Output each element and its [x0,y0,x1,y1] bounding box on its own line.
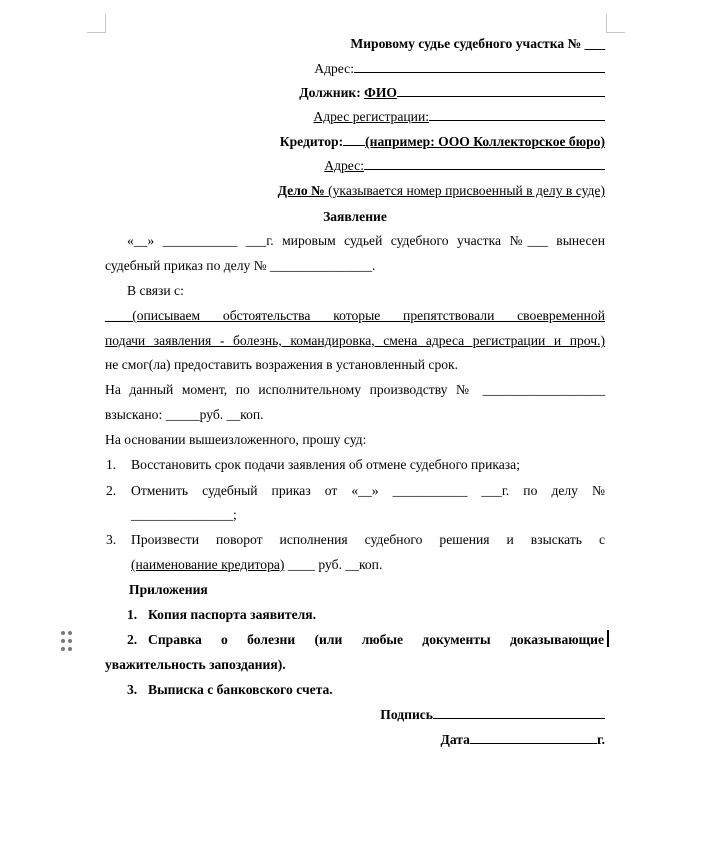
reg-address-field [429,108,605,121]
body-p2: В связи с: [127,283,184,298]
date-line [441,731,606,748]
signature-line [380,706,605,723]
attachment-2-line2: уважительность запоздания). [105,657,286,672]
attachment-2-number: 2. [127,632,138,647]
creditor-name-placeholder: (наименование кредитора) [131,557,285,572]
request-1-text: Восстановить срок подачи заявления об отмене судебного приказа; [131,457,520,472]
reg-address-label: Адрес регистрации: [313,109,429,124]
body-p3-line2: подачи заявления - болезнь, командировка, смена адреса регистрации и проч.) [105,333,605,348]
body-p1-line2: судебный приказ по делу № _______________. [105,258,376,273]
request-3-line1: Произвести поворот исполнения судебного решения и взыскать с [131,532,605,547]
request-3-number: 3. [106,532,117,547]
signature-label: Подпись [380,707,433,722]
creditor-address-line [324,157,605,174]
margin-corner-top-right [606,14,625,33]
request-2-line2: _______________; [131,507,237,522]
case-line [278,182,605,199]
attachment-1-text: Копия паспорта заявителя. [148,607,316,622]
document-title: Заявление [323,209,387,224]
body-p3-line3: не смог(ла) предоставить возражения в установленный срок. [105,357,459,372]
debtor-value: ФИО [364,85,397,100]
request-3-line2 [131,556,382,573]
case-label: Дело № [277,183,325,198]
debtor-line [299,84,605,101]
court-address-line [314,60,605,77]
creditor-value: (например: ООО Коллекторское бюро) [365,134,605,149]
request-2-number: 2. [106,483,117,498]
creditor-blank [343,133,365,146]
date-label: Дата [440,732,470,747]
signature-field [433,706,605,719]
body-p1-line1: «__» ___________ ___г. мировым судьей судебного участка №___ вынесен [127,233,605,248]
court-address-label: Адрес: [314,61,354,76]
debtor-field [397,84,605,97]
attachment-3-number: 3. [127,682,138,697]
attachment-1-number: 1. [127,607,138,622]
debtor-reg-address-line [313,108,605,125]
debtor-label: Должник: [299,85,361,100]
attachments-title: Приложения [129,582,208,597]
case-value: (указывается номер присвоенный в делу в суде) [328,183,605,198]
request-1-number: 1. [106,457,117,472]
court-heading: Мировому судье судебного участка № ___ [350,36,605,51]
body-p4-line2: взыскано: _____руб. __коп. [105,407,264,422]
creditor-address-label: Адрес: [324,158,364,173]
attachment-2-line1: Справка о болезни (или любые документы доказывающие [148,632,604,647]
body-p3-line1: ____(описываем обстоятельства которые препятствовали своевременной [105,308,605,323]
creditor-line [280,133,605,150]
date-suffix: г. [596,732,605,747]
request-3-amount: ____ руб. __коп. [284,557,383,572]
date-field [470,731,597,744]
creditor-address-field [364,157,605,170]
margin-corner-top-left [87,14,106,33]
request-2-line1: Отменить судебный приказ от «__» ___________ ___г. по делу № [131,483,605,498]
body-p4-line1: На данный момент, по исполнительному производству № __________________ [105,382,605,397]
text-cursor [607,630,609,647]
court-address-field [354,60,605,73]
creditor-label: Кредитор: [279,134,344,149]
attachment-3-text: Выписка с банковского счета. [148,682,333,697]
body-p5: На основании вышеизложенного, прошу суд: [105,432,367,447]
drag-handle-icon[interactable] [60,631,74,653]
